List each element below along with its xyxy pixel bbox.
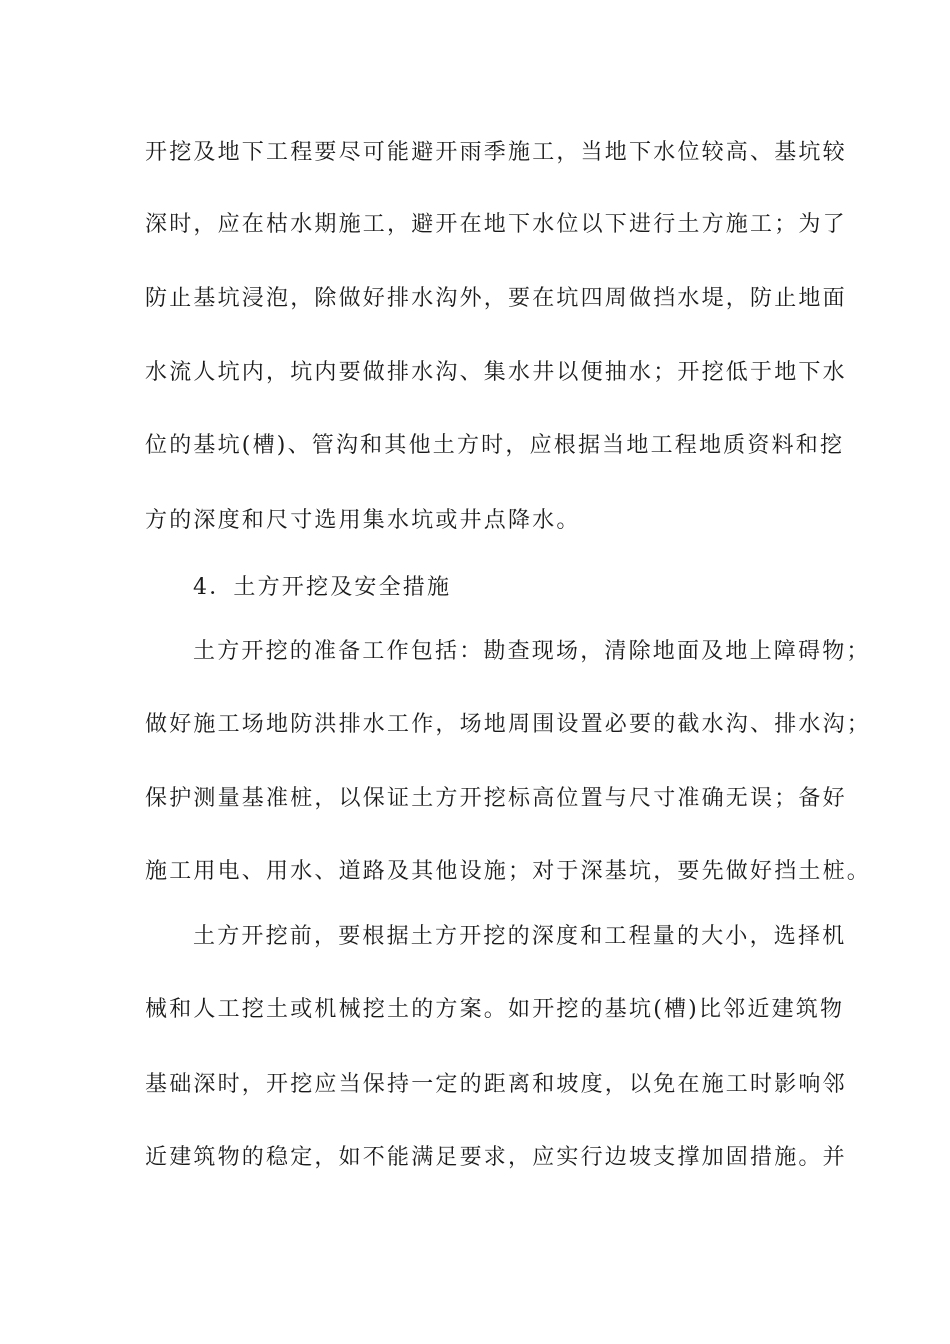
paragraph-1-line-1: 开挖及地下工程要尽可能避开雨季施工，当地下水位较高、基坑较 xyxy=(145,140,847,165)
paragraph-3-line-2: 械和人工挖土或机械挖土的方案。如开挖的基坑(槽)比邻近建筑物 xyxy=(145,997,845,1022)
paragraph-1-line-4: 水流人坑内，坑内要做排水沟、集水井以便抽水；开挖低于地下水 xyxy=(145,360,847,385)
paragraph-3-line-4: 近建筑物的稳定，如不能满足要求，应实行边坡支撑加固措施。并 xyxy=(145,1145,847,1170)
paragraph-3-line-3: 基础深时，开挖应当保持一定的距离和坡度，以免在施工时影响邻 xyxy=(145,1072,847,1097)
section-heading: 4．土方开挖及安全措施 xyxy=(193,575,452,600)
paragraph-2-line-1: 土方开挖的准备工作包括：勘查现场，清除地面及地上障碍物； xyxy=(193,639,871,664)
paragraph-2-line-3: 保护测量基准桩，以保证土方开挖标高位置与尺寸准确无误；备好 xyxy=(145,786,847,811)
paragraph-1-line-6: 方的深度和尺寸选用集水坑或井点降水。 xyxy=(145,508,581,533)
paragraph-2-line-2: 做好施工场地防洪排水工作，场地周围设置必要的截水沟、排水沟； xyxy=(145,712,872,737)
paragraph-3-line-1: 土方开挖前，要根据土方开挖的深度和工程量的大小，选择机 xyxy=(193,924,847,949)
paragraph-1-line-3: 防止基坑浸泡，除做好排水沟外，要在坑四周做挡水堤，防止地面 xyxy=(145,286,847,311)
paragraph-2-line-4: 施工用电、用水、道路及其他设施；对于深基坑，要先做好挡土桩。 xyxy=(145,859,872,884)
paragraph-1-line-5: 位的基坑(槽)、管沟和其他土方时，应根据当地工程地质资料和挖 xyxy=(145,433,845,458)
paragraph-1-line-2: 深时，应在枯水期施工，避开在地下水位以下进行土方施工；为了 xyxy=(145,212,847,237)
